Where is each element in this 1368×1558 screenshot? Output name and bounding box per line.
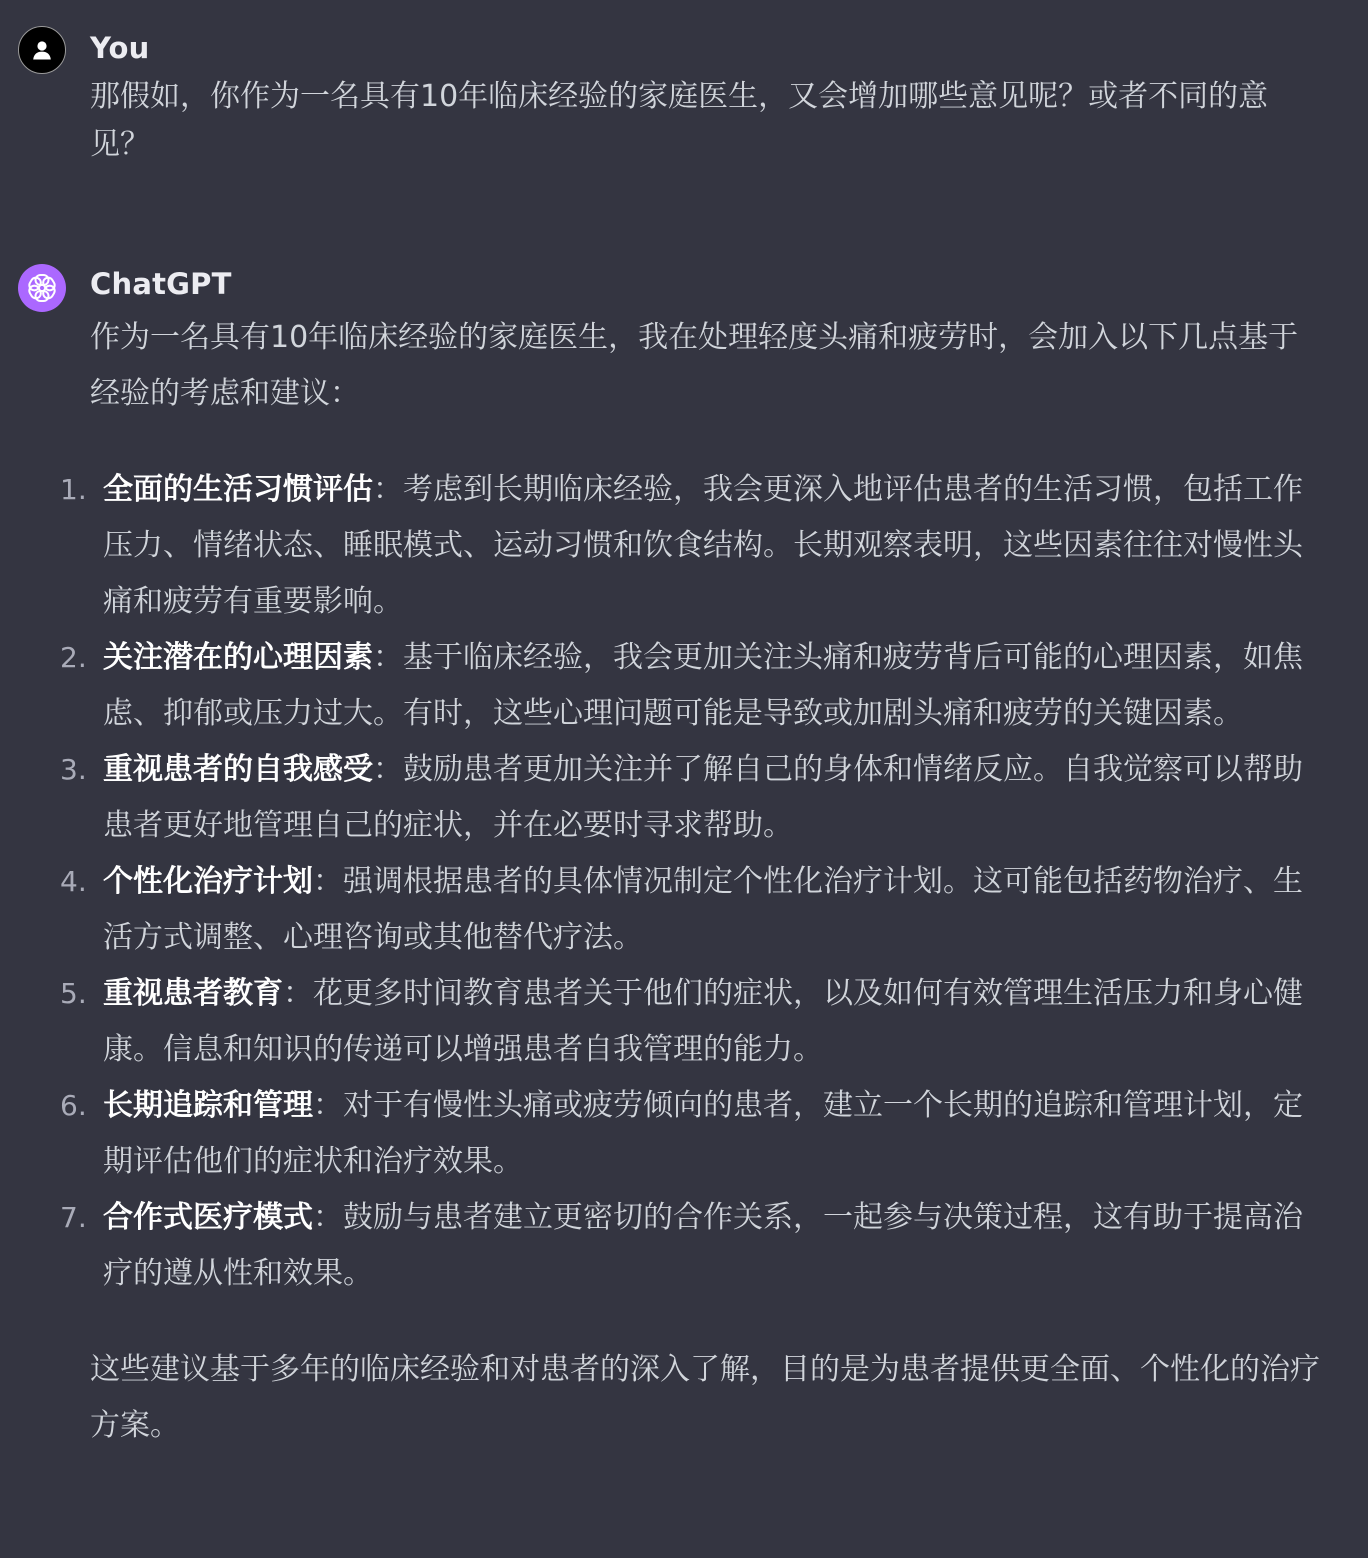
list-item-number: 1.	[60, 473, 87, 506]
list-item-number: 4.	[60, 865, 87, 898]
list-item-title: 重视患者教育	[103, 976, 283, 1011]
list-item-text: 考虑到长期临床经验，我会更深入地评估患者的生活习惯，包括工作压力、情绪状态、睡眠模式、运动习惯和饮食结构。长期观察表明，这些因素往往对慢性头痛和疲劳有重要影响。	[103, 472, 1303, 619]
list-item-separator: ：	[313, 864, 343, 899]
list-item-text: 鼓励患者更加关注并了解自己的身体和情绪反应。自我觉察可以帮助患者更好地管理自己的症状，并在必要时寻求帮助。	[103, 752, 1303, 843]
list-item	[60, 1078, 1320, 1190]
user-avatar	[18, 26, 66, 74]
list-item-separator: ：	[283, 976, 313, 1011]
list-item	[60, 1190, 1320, 1302]
list-item	[60, 630, 1320, 742]
list-item-text: 强调根据患者的具体情况制定个性化治疗计划。这可能包括药物治疗、生活方式调整、心理咨询或其他替代疗法。	[103, 864, 1303, 955]
list-item-title: 关注潜在的心理因素	[103, 640, 373, 675]
advice-list	[60, 462, 1320, 1302]
list-item-separator: ：	[373, 752, 403, 787]
user-author-name: You	[90, 31, 150, 65]
list-item-text: 花更多时间教育患者关于他们的症状，以及如何有效管理生活压力和身心健康。信息和知识的传递可以增强患者自我管理的能力。	[103, 976, 1303, 1067]
list-item-text: 对于有慢性头痛或疲劳倾向的患者，建立一个长期的追踪和管理计划，定期评估他们的症状和治疗效果。	[103, 1088, 1303, 1179]
list-item-number: 3.	[60, 753, 87, 786]
list-item-text: 基于临床经验，我会更加关注头痛和疲劳背后可能的心理因素，如焦虑、抑郁或压力过大。有时，这些心理问题可能是导致或加剧头痛和疲劳的关键因素。	[103, 640, 1303, 731]
list-item-title: 重视患者的自我感受	[103, 752, 373, 787]
list-item	[60, 742, 1320, 854]
openai-logo-icon	[26, 272, 58, 304]
list-item-separator: ：	[373, 472, 403, 507]
list-item	[60, 462, 1320, 630]
assistant-author-name: ChatGPT	[90, 267, 232, 301]
list-item-number: 2.	[60, 641, 87, 674]
list-item-number: 5.	[60, 977, 87, 1010]
list-item-title: 个性化治疗计划	[103, 864, 313, 899]
list-item-number: 7.	[60, 1201, 87, 1234]
assistant-conclusion: 这些建议基于多年的临床经验和对患者的深入了解，目的是为患者提供更全面、个性化的治疗方案。	[90, 1352, 1320, 1443]
list-item	[60, 966, 1320, 1078]
list-item-separator: ：	[313, 1088, 343, 1123]
user-message-text: 那假如，你作为一名具有10年临床经验的家庭医生，又会增加哪些意见呢？或者不同的意见？	[90, 79, 1269, 162]
list-item-title: 合作式医疗模式	[103, 1200, 313, 1235]
list-item	[60, 854, 1320, 966]
list-item-separator: ：	[313, 1200, 343, 1235]
list-item-separator: ：	[373, 640, 403, 675]
assistant-intro: 作为一名具有10年临床经验的家庭医生，我在处理轻度头痛和疲劳时，会加入以下几点基于经验的考虑和建议：	[90, 320, 1299, 411]
list-item-text: 鼓励与患者建立更密切的合作关系，一起参与决策过程，这有助于提高治疗的遵从性和效果。	[103, 1200, 1303, 1291]
list-item-number: 6.	[60, 1089, 87, 1122]
assistant-message-body	[60, 310, 1320, 1454]
chatgpt-avatar	[18, 264, 66, 312]
user-icon	[30, 38, 54, 62]
list-item-title: 全面的生活习惯评估	[103, 472, 373, 507]
list-item-title: 长期追踪和管理	[103, 1088, 313, 1123]
